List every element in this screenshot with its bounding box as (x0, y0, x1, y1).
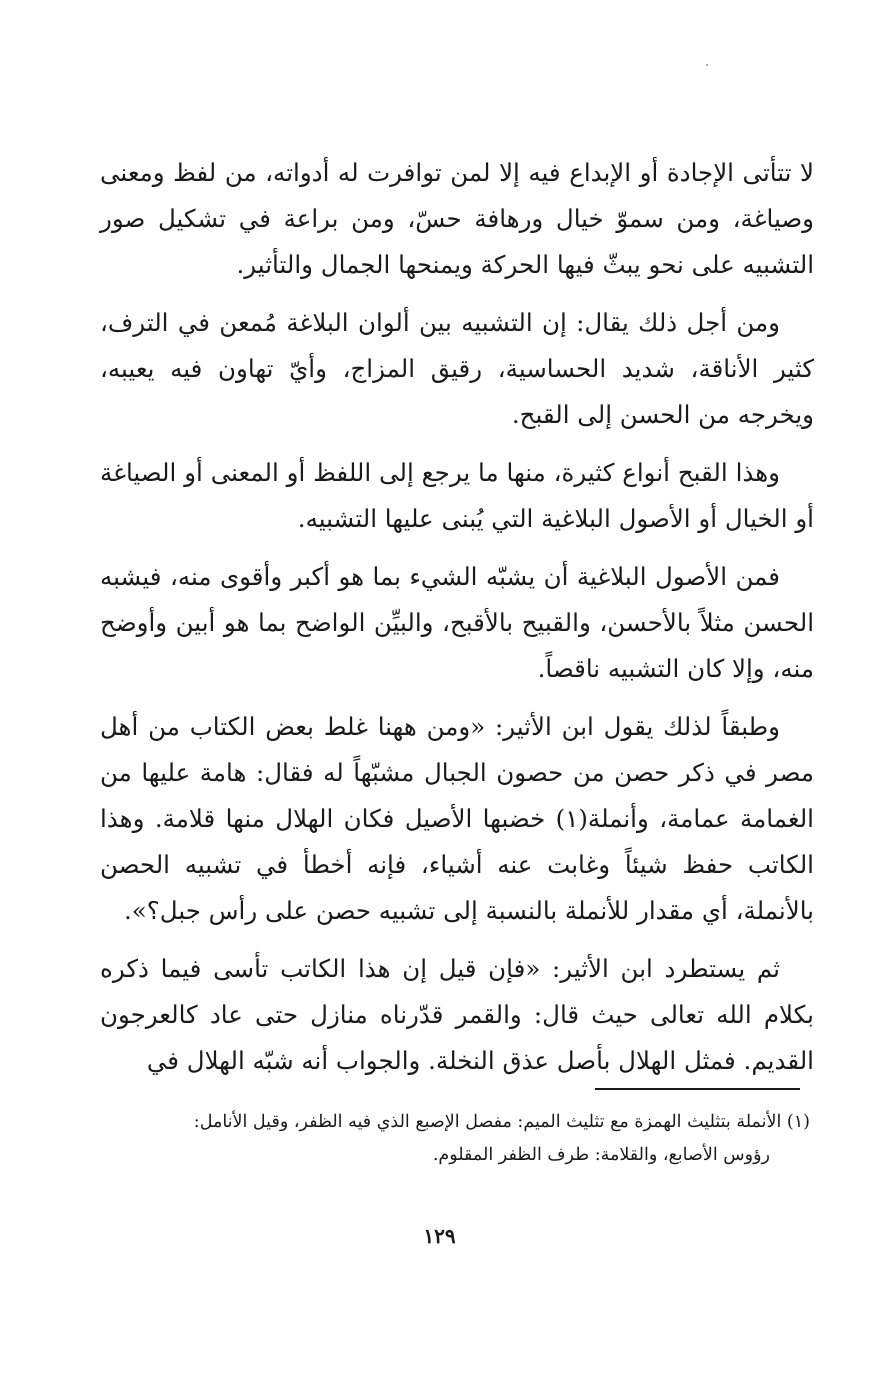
footnote-line-1: (١) الأنملة بتثليث الهمزة مع تثليث الميم: مفصل الإصبع الذي فيه الظفر، وقيل الأنامل: (193, 1112, 810, 1132)
page-body (100, 150, 814, 1096)
footnote-separator (595, 1088, 800, 1090)
footnote-line-2: رؤوس الأصابع، والقلامة: طرف الظفر المقلوم. (432, 1145, 770, 1165)
paragraph-1: لا تتأتى الإجادة أو الإبداع فيه إلا لمن توافرت له أدواته، من لفظ ومعنى وصياغة، ومن سموّ خيال ورهافة حسّ، ومن براعة في تشكيل صور التشبيه على نحو يبثّ فيها الحركة ويمنحها الجمال والتأثير. (100, 158, 814, 279)
scan-speck (706, 64, 708, 66)
paragraph-4: فمن الأصول البلاغية أن يشبّه الشيء بما هو أكبر وأقوى منه، فيشبه الحسن مثلاً بالأحسن، والقبيح بالأقبح، والبيِّن الواضح بما هو أبين وأوضح منه، وإلا كان التشبيه ناقصاً. (100, 562, 814, 683)
paragraph-3: وهذا القبح أنواع كثيرة، منها ما يرجع إلى اللفظ أو المعنى أو الصياغة أو الخيال أو الأصول البلاغية التي يُبنى عليها التشبيه. (100, 458, 814, 533)
footnotes (60, 1106, 810, 1172)
paragraph-5: وطبقاً لذلك يقول ابن الأثير: «ومن ههنا غلط بعض الكتاب من أهل مصر في ذكر حصن من حصون الجبال مشبّهاً له فقال: هامة عليها من الغمامة عمامة، وأنملة(١) خضبها الأصيل فكان الهلال منها قلامة. وهذا الكاتب حفظ شيئاً وغابت عنه أشياء، فإنه أخطأ في تشبيه الحصن بالأنملة، أي مقدار للأنملة بالنسبة إلى تشبيه حصن على رأس جبل؟». (100, 712, 814, 925)
paragraph-2: ومن أجل ذلك يقال: إن التشبيه بين ألوان البلاغة مُمعن في الترف، كثير الأناقة، شديد الحساسية، رقيق المزاج، وأيّ تهاون فيه يعيبه، ويخرجه من الحسن إلى القبح. (100, 308, 814, 429)
page-number: ١٢٩ (423, 1224, 456, 1248)
paragraph-6: ثم يستطرد ابن الأثير: «فإن قيل إن هذا الكاتب تأسى فيما ذكره بكلام الله تعالى حيث قال: والقمر قدّرناه منازل حتى عاد كالعرجون القديم. فمثل الهلال بأصل عذق النخلة. والجواب أنه شبّه الهلال في (100, 954, 814, 1075)
